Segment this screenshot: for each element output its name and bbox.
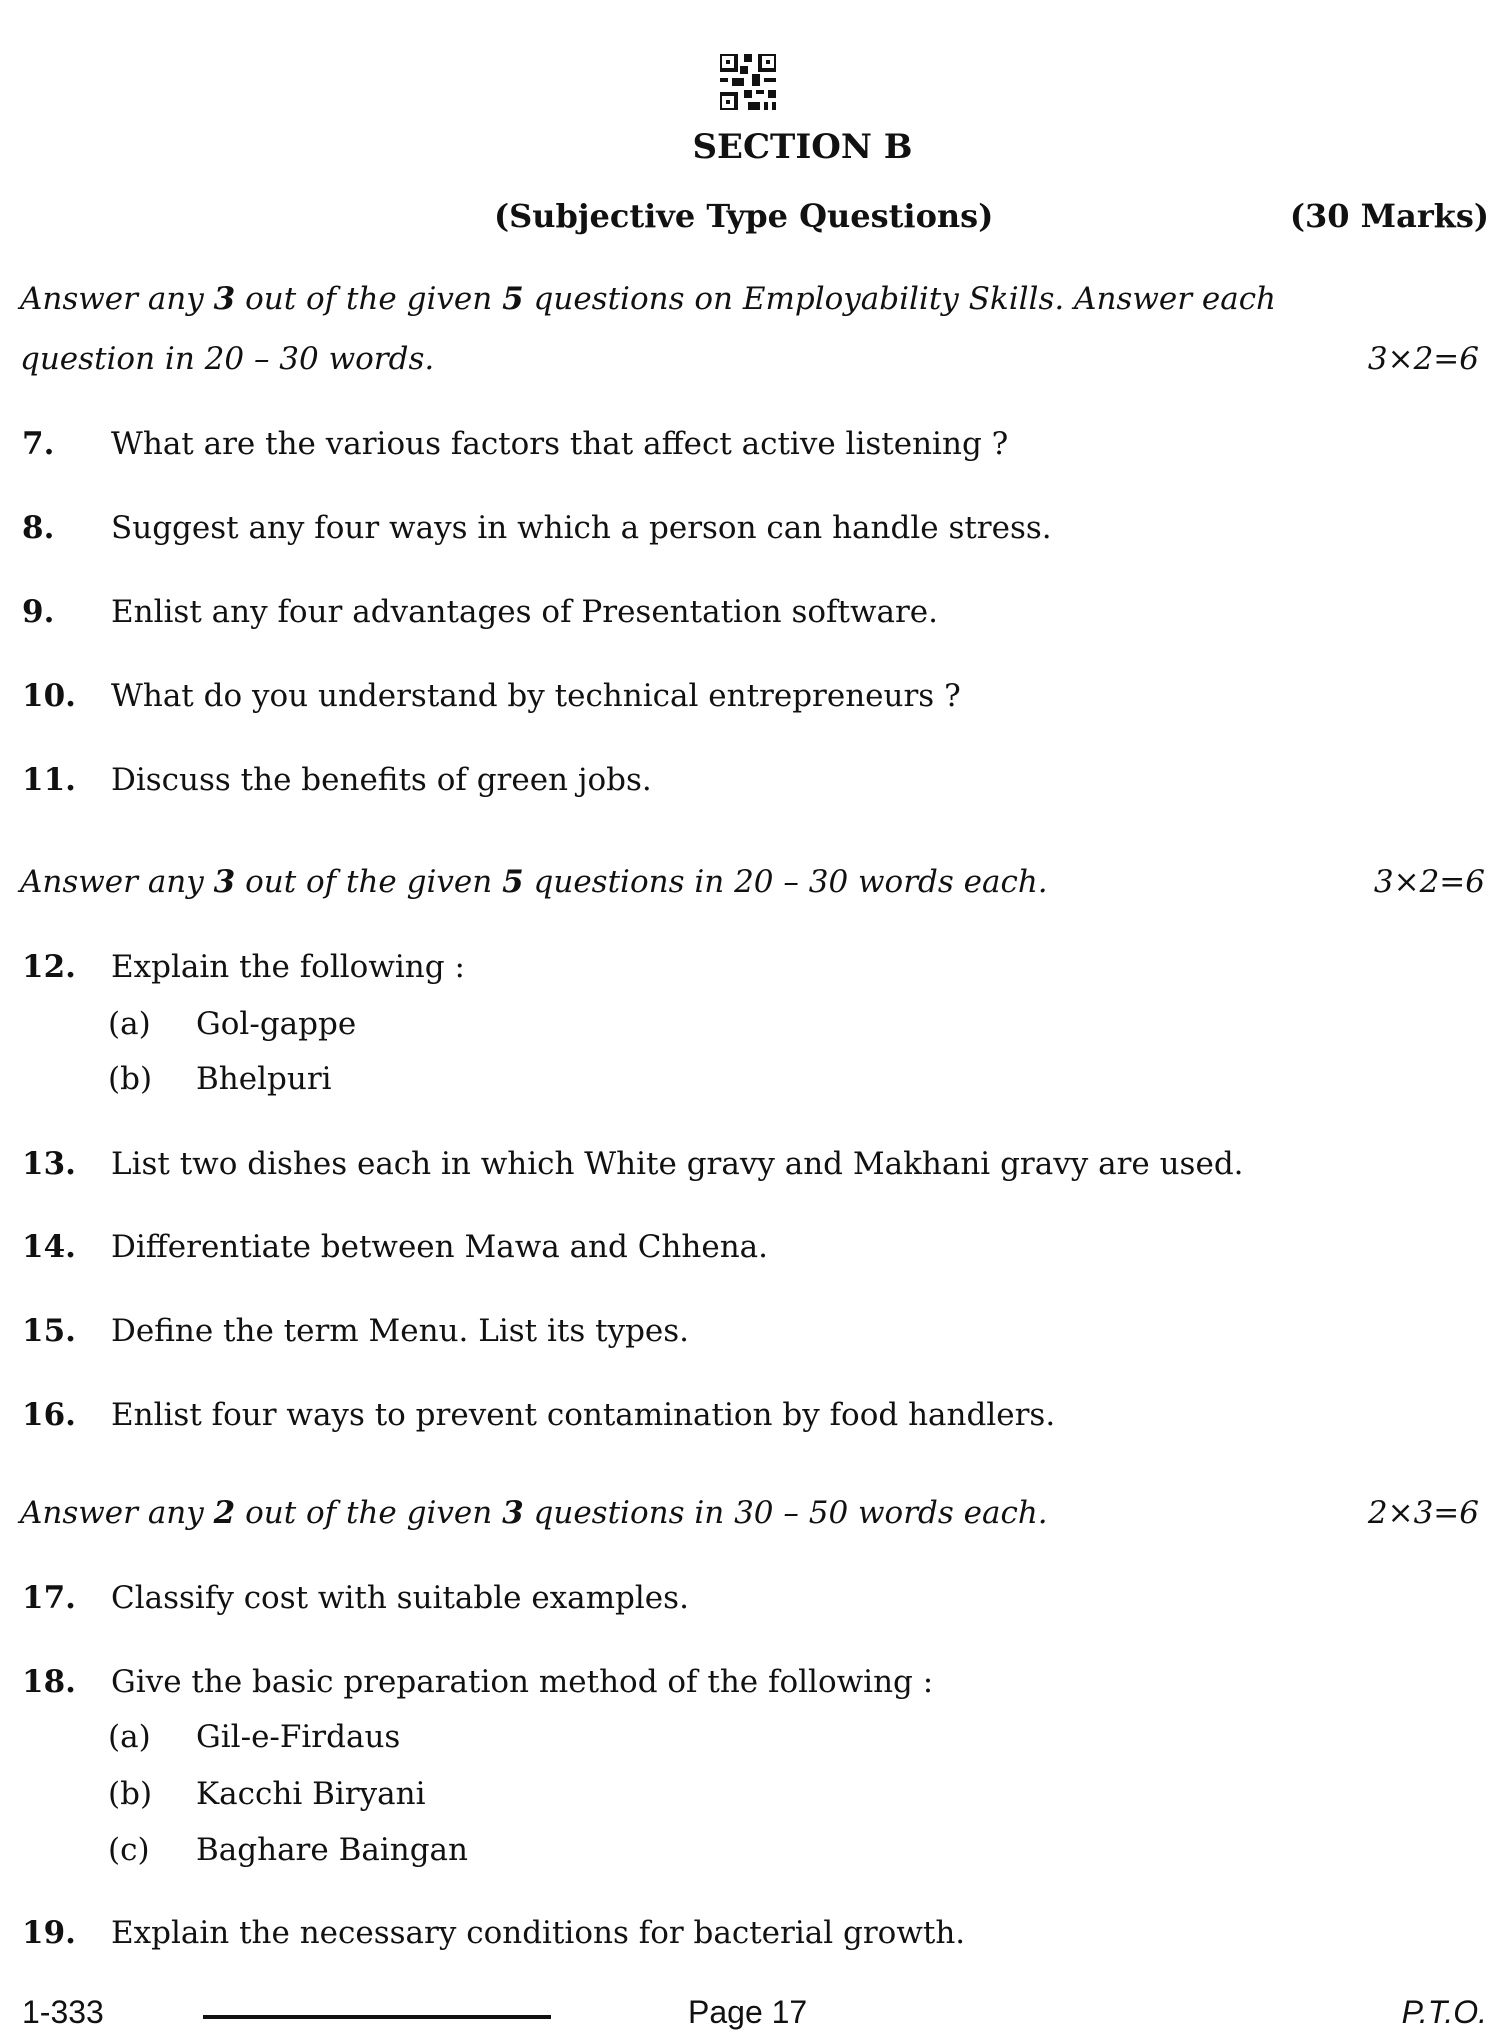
question-number: 7. [22,426,55,462]
sub-part-text: Gol-gappe [196,1006,357,1042]
question-text: Explain the necessary conditions for bacterial growth. [111,1915,966,1951]
footer-rule [203,2015,551,2019]
question-text: Enlist four ways to prevent contamination by food handlers. [111,1397,1056,1433]
question-number: 19. [22,1915,76,1951]
question-text: Define the term Menu. List its types. [111,1313,690,1349]
question-text: Give the basic preparation method of the following : [111,1664,934,1700]
sub-part-label: (a) [108,1006,151,1042]
question-text: Discuss the benefits of green jobs. [111,762,652,798]
please-turn-over: P.T.O. [1401,1994,1487,2030]
sub-part-text: Bhelpuri [196,1061,332,1097]
section-total-marks: (30 Marks) [1289,197,1489,235]
qr-code-icon [720,54,776,110]
instruction-group-3: Answer any 2 out of the given 3 questions in 30 – 50 words each. [20,1495,1048,1531]
sub-part-text: Baghare Baingan [196,1832,469,1868]
question-text: List two dishes each in which White gravy and Makhani gravy are used. [111,1146,1244,1182]
question-number: 14. [22,1229,76,1265]
question-text: Enlist any four advantages of Presentation software. [111,594,938,630]
paper-code: 1-333 [22,1994,104,2030]
question-text: Suggest any four ways in which a person can handle stress. [111,510,1052,546]
marks-group-2: 3×2=6 [1373,864,1485,900]
sub-part-text: Gil-e-Firdaus [196,1719,401,1755]
section-subtitle: (Subjective Type Questions) [494,197,994,235]
question-text: Explain the following : [111,949,465,985]
question-text: What do you understand by technical entrepreneurs ? [111,678,961,714]
instruction-group-1-line-2: question in 20 – 30 words. [20,341,435,377]
instruction-group-1: Answer any 3 out of the given 5 questions on Employability Skills. Answer each [20,281,1277,317]
sub-part-label: (a) [108,1719,151,1755]
sub-part-label: (c) [108,1832,150,1868]
section-title: SECTION B [692,127,913,167]
question-number: 18. [22,1664,76,1700]
question-number: 10. [22,678,76,714]
question-text: Classify cost with suitable examples. [111,1580,689,1616]
question-number: 12. [22,949,76,985]
question-number: 8. [22,510,55,546]
marks-group-3: 2×3=6 [1367,1495,1479,1531]
sub-part-text: Kacchi Biryani [196,1776,426,1812]
sub-part-label: (b) [108,1776,153,1812]
question-number: 17. [22,1580,76,1616]
question-number: 15. [22,1313,76,1349]
page-number: Page 17 [688,1994,808,2030]
question-number: 11. [22,762,76,798]
question-number: 13. [22,1146,76,1182]
marks-group-1: 3×2=6 [1367,341,1479,377]
question-number: 9. [22,594,55,630]
sub-part-label: (b) [108,1061,153,1097]
question-number: 16. [22,1397,76,1433]
question-text: Differentiate between Mawa and Chhena. [111,1229,769,1265]
question-text: What are the various factors that affect active listening ? [111,426,1009,462]
instruction-group-2: Answer any 3 out of the given 5 questions in 20 – 30 words each. [20,864,1048,900]
